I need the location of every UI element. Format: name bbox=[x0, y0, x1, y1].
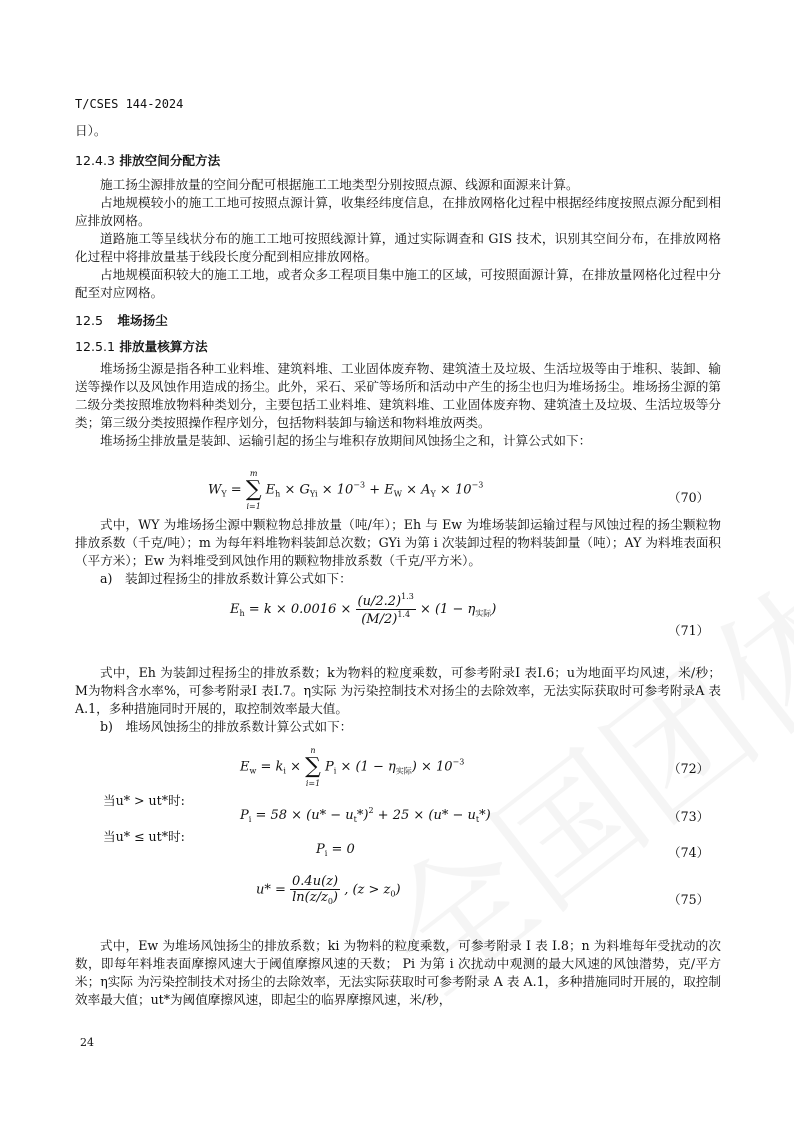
section-number: 12.5.1 bbox=[75, 339, 116, 354]
section-number: 12.4.3 bbox=[75, 153, 116, 168]
section-title: 排放量核算方法 bbox=[119, 339, 208, 354]
paragraph-group-5 bbox=[75, 937, 721, 1009]
top-line: 日）。 bbox=[75, 123, 107, 138]
paragraph: 堆场扬尘源是指各种工业料堆、建筑料堆、工业固体废弃物、建筑渣土及垃圾、生活垃圾等由于堆积、装卸、输送等操作以及风蚀作用造成的扬尘。此外，采石、采矿等场所和活动中产生的扬尘也归为堆场扬尘。堆场扬尘源的第二级分类按照堆放物料种类划分，主要包括工业料堆、建筑料堆、工业固体废弃物、建筑渣土及垃圾、生活垃圾等分类；第三级分类按照操作程序划分，包括物料装卸与输送和物料堆放两类。 bbox=[75, 361, 721, 430]
paragraph: 占地规模面积较大的施工工地，或者众多工程项目集中施工的区域，可按照面源计算，在排放量网格化过程中分配至对应网格。 bbox=[75, 267, 721, 300]
equation-73: $P_i = 58 \times (u* - u_t*)^2 + 25 \times (u* - u_t*)$ bbox=[240, 806, 491, 824]
condition-1: 当u* > ut*时: bbox=[103, 793, 185, 808]
page-number: 24 bbox=[80, 1036, 94, 1049]
paragraph: 式中，Eh 为装卸过程扬尘的排放系数；k为物料的粒度乘数，可参考附录I 表I.6；u为地面平均风速，米/秒；M为物料含水率%，可参考附录I 表I.7。η实际 为污染控制技术对扬尘的去除效率，无法实际获取时可参考附录A 表A.1，多种措施同时开展的，取控制效率最大值。 bbox=[75, 665, 721, 716]
equation-number: （72） bbox=[668, 761, 710, 776]
equation-70: $W_Y$ = m ∑ i=1 $E_h \times G_{Yi} \times 10^{-3} + E_W \times A_Y \times 10^{-3}$ bbox=[208, 469, 484, 511]
equation-number: （71） bbox=[668, 623, 710, 638]
section-12-4-3-heading bbox=[75, 150, 220, 169]
paragraph-group-2 bbox=[75, 360, 721, 450]
equation-number: （75） bbox=[668, 892, 710, 907]
equation-72: $E_w = k_i$ × n ∑ i=1 $P_i \times (1 - \eta_{实际}) \times 10^{-3}$ bbox=[240, 746, 465, 788]
document-id: T/CSES 144-2024 bbox=[75, 97, 184, 111]
section-12-5-heading bbox=[75, 310, 168, 329]
section-12-5-1-heading bbox=[75, 336, 208, 355]
paragraph: 式中，Ew 为堆场风蚀扬尘的排放系数；ki 为物料的粒度乘数，可参考附录 I 表 I.8；n 为料堆每年受扰动的次数，即每年料堆表面摩擦风速大于阈值摩擦风速的天数； Pi 为第 i 次扰动中观测的最大风速的风蚀潜势，克/平方米；η实际 为污染控制技术对扬尘的去除效率，无法实际获取时可参考附录 A 表 A.1，多种措施同时开展的，取控制效率最大值；ut*为阈值摩擦风速，即起尘的临界摩擦风速，米/秒， bbox=[75, 938, 721, 1007]
paragraph: 堆场扬尘排放量是装卸、运输引起的扬尘与堆积存放期间风蚀扬尘之和，计算公式如下： bbox=[100, 433, 592, 448]
paragraph-group-1 bbox=[75, 176, 721, 302]
list-item-b: b) 堆场风蚀扬尘的排放系数计算公式如下： bbox=[100, 719, 353, 734]
paragraph: 道路施工等呈线状分布的施工工地可按照线源计算，通过实际调查和 GIS 技术，识别其空间分布，在排放网格化过程中将排放量基于线段长度分配到相应排放网格。 bbox=[75, 231, 721, 264]
paragraph: 占地规模较小的施工工地可按照点源计算，收集经纬度信息，在排放网格化过程中根据经纬度按照点源分配到相应排放网格。 bbox=[75, 195, 721, 228]
section-title: 排放空间分配方法 bbox=[119, 153, 221, 168]
equation-74: $P_i = 0$ bbox=[316, 842, 355, 858]
equation-71: $E_h = k \times 0.0016$ × $\frac{(u/2.2)^{1.3}}{(M/2)^{1.4}}$ × $(1 - \eta_{实际})$ bbox=[230, 592, 497, 627]
section-title: 堆场扬尘 bbox=[117, 313, 168, 328]
equation-number: （74） bbox=[668, 845, 710, 860]
list-item-a: a) 装卸过程扬尘的排放系数计算公式如下： bbox=[100, 571, 352, 586]
equation-75: u* = $\frac{0.4u(z)}{\ln(z/z_0)}$ , $(z > z_0)$ bbox=[256, 874, 401, 906]
paragraph-group-3 bbox=[75, 516, 721, 588]
equation-number: （73） bbox=[668, 809, 710, 824]
equation-number: （70） bbox=[668, 490, 710, 505]
paragraph: 式中，WY 为堆场扬尘源中颗粒物总排放量（吨/年）；Eh 与 Ew 为堆场装卸运输过程与风蚀过程的扬尘颗粒物排放系数（千克/吨）；m 为每年料堆物料装卸总次数；GYi 为第 i 次装卸过程的物料装卸量（吨）；AY 为料堆表面积（平方米）；Ew 为料堆受到风蚀作用的颗粒物排放系数（千克/平方米）。 bbox=[75, 517, 721, 568]
section-number: 12.5 bbox=[75, 313, 104, 328]
paragraph-group-4 bbox=[75, 664, 721, 736]
condition-2: 当u* ≤ ut*时: bbox=[103, 829, 185, 844]
paragraph: 施工扬尘源排放量的空间分配可根据施工工地类型分别按照点源、线源和面源来计算。 bbox=[100, 177, 579, 192]
